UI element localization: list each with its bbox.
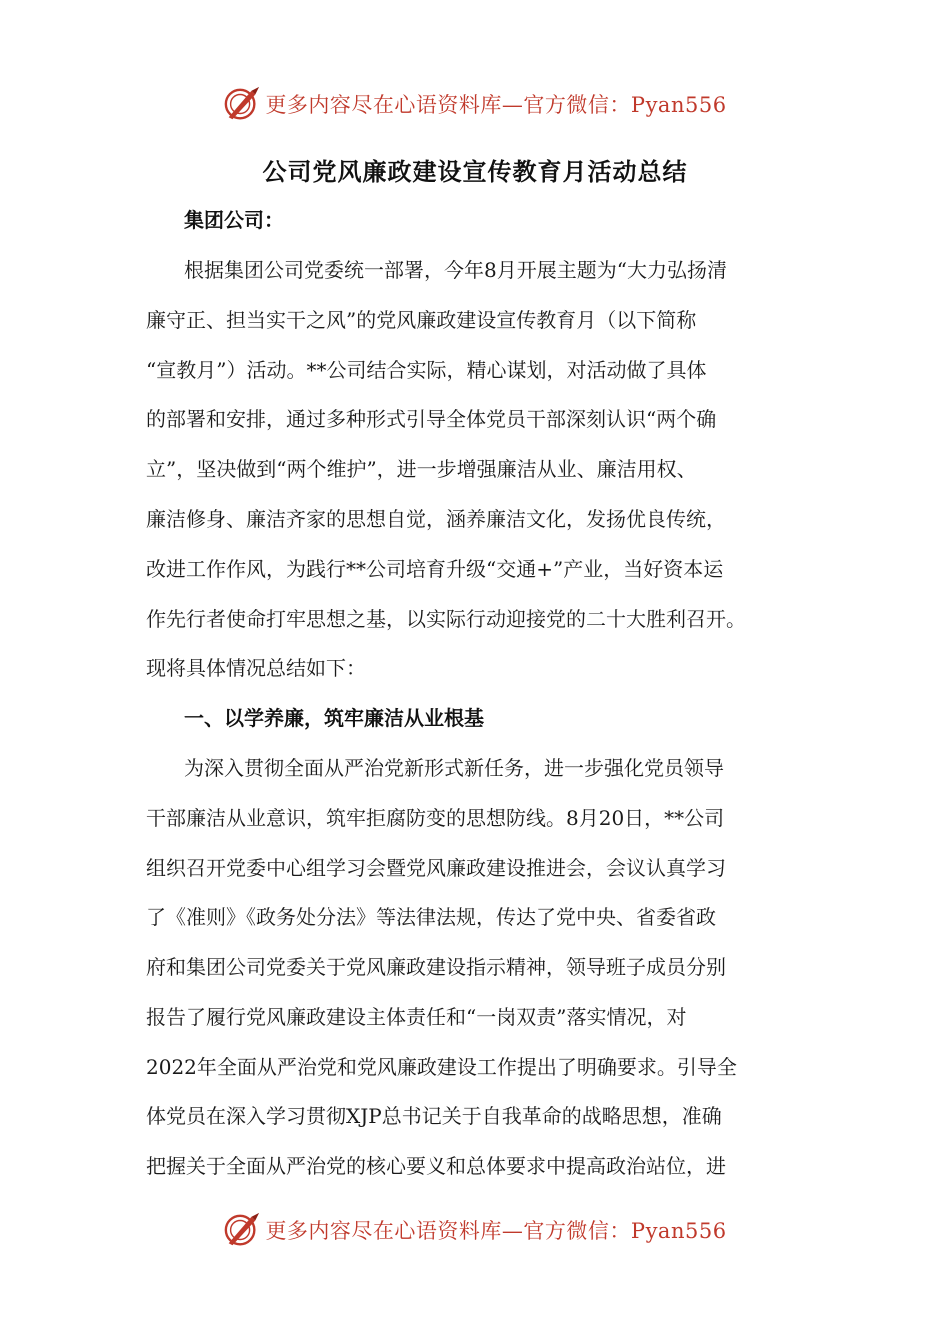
- paragraph-line: 现将具体情况总结如下：: [146, 656, 366, 680]
- paragraph-line: 作先行者使命打牢思想之基，以实际行动迎接党的二十大胜利召开。: [146, 607, 746, 631]
- paragraph-line: 干部廉洁从业意识，筑牢拒腐防变的思想防线。8月20日，**公司: [146, 806, 725, 830]
- top-watermark-banner: [0, 82, 950, 126]
- paragraph-line: 了《准则》《政务处分法》等法律法规，传达了党中央、省委省政: [146, 905, 716, 929]
- paragraph-line: 改进工作作风，为践行**公司培育升级“交通+”产业，当好资本运: [146, 557, 724, 581]
- quill-pen-logo-icon: [223, 85, 261, 123]
- paragraph-line: 府和集团公司党委关于党风廉政建设指示精神，领导班子成员分别: [146, 955, 726, 979]
- paragraph-line: 体党员在深入学习贯彻XJP总书记关于自我革命的战略思想，准确: [146, 1104, 722, 1128]
- quill-pen-logo-icon: [223, 1211, 261, 1249]
- paragraph-line: 廉守正、担当实干之风”的党风廉政建设宣传教育月（以下简称: [146, 308, 697, 332]
- section-heading: 一、以学养廉，筑牢廉洁从业根基: [184, 706, 484, 730]
- paragraph-line: “宣教月”）活动。**公司结合实际，精心谋划，对活动做了具体: [146, 358, 707, 382]
- paragraph-line: 报告了履行党风廉政建设主体责任和“一岗双责”落实情况，对: [146, 1005, 687, 1029]
- paragraph-line: 组织召开党委中心组学习会暨党风廉政建设推进会，会议认真学习: [146, 856, 726, 880]
- watermark-text: 更多内容尽在心语资料库—官方微信：Pyan556: [265, 93, 727, 117]
- watermark-text: 更多内容尽在心语资料库—官方微信：Pyan556: [265, 1219, 727, 1243]
- salutation: 集团公司：: [184, 208, 284, 232]
- paragraph-line: 立”，坚决做到“两个维护”，进一步增强廉洁从业、廉洁用权、: [146, 457, 697, 481]
- paragraph-line: 为深入贯彻全面从严治党新形式新任务，进一步强化党员领导: [184, 756, 724, 780]
- page-title: 公司党风廉政建设宣传教育月活动总结: [262, 158, 688, 186]
- paragraph-line: 的部署和安排，通过多种形式引导全体党员干部深刻认识“两个确: [146, 407, 717, 431]
- paragraph-line: 2022年全面从严治党和党风廉政建设工作提出了明确要求。引导全: [146, 1055, 737, 1079]
- bottom-watermark-banner: [0, 1208, 950, 1252]
- paragraph-line: 根据集团公司党委统一部署，今年8月开展主题为“大力弘扬清: [184, 258, 727, 282]
- paragraph-line: 廉洁修身、廉洁齐家的思想自觉，涵养廉洁文化，发扬优良传统，: [146, 507, 726, 531]
- paragraph-line: 把握关于全面从严治党的核心要义和总体要求中提高政治站位，进: [146, 1154, 726, 1178]
